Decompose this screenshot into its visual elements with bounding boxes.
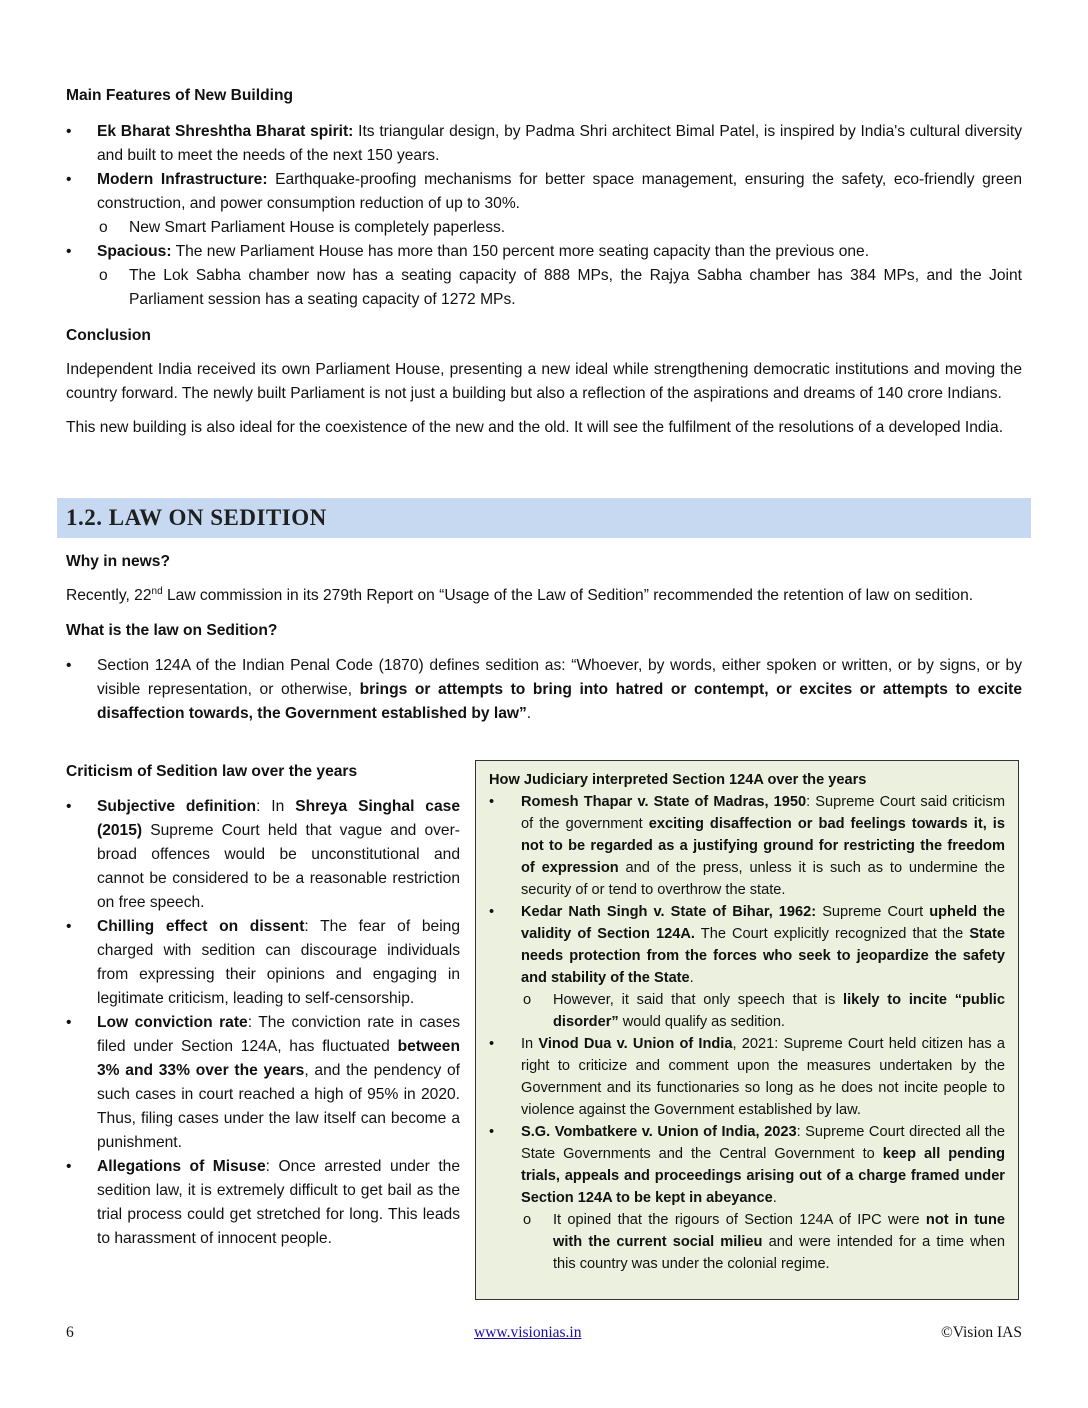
bold-text: State needs protection from the forces who seek to jeopardize the safety and stability of the State: [521, 926, 1005, 986]
bold-text: Modern Infrastructure:: [97, 171, 268, 188]
main-features-section: [66, 84, 1022, 312]
section-title: 1.2. LAW ON SEDITION: [66, 505, 327, 530]
judiciary-box-heading: How Judiciary interpreted Section 124A over the years: [489, 772, 867, 788]
judiciary-list: [489, 791, 1005, 1275]
text: and were intended for a time when this country was under the colonial regime.: [553, 1234, 1005, 1272]
criticism-section: [66, 760, 460, 1251]
bold-text: keep all pending trials, appeals and proceedings arising out of a charge framed under Section 124A to be kept in abeyance: [521, 1146, 1005, 1206]
text: Supreme Court: [816, 904, 930, 920]
text: The new Parliament House has more than 150 percent more seating capacity than the previous one.: [171, 243, 870, 260]
bold-text: brings or attempts to bring into hatred or contempt, or excites or attempts to excite disaffection towards, the Government established by law”: [97, 681, 1023, 722]
list-item: [489, 1121, 1005, 1209]
text: : Supreme Court said criticism of the government: [521, 794, 1005, 832]
list-item: [489, 1033, 1005, 1121]
bold-text: Allegations of Misuse: [97, 1158, 266, 1175]
bold-text: likely to incite “public disorder”: [553, 992, 1005, 1030]
bold-text: Ek Bharat Shreshtha Bharat spirit:: [97, 123, 354, 140]
list-item: [66, 1011, 460, 1155]
what-is-law-list: [66, 654, 1022, 726]
page-number: 6: [66, 1324, 74, 1341]
bold-text: Subjective definition: [97, 798, 257, 815]
text: : The conviction rate in cases filed under Section 124A, has fluctuated: [97, 1014, 460, 1055]
criticism-heading: Criticism of Sedition law over the years: [66, 763, 358, 780]
bold-text: S.G. Vombatkere v. Union of India, 2023: [521, 1124, 797, 1140]
text: : The fear of being charged with sedition can discourage individuals from expressing their opinions and engaging in legitimate criticism, leading to self-censorship.: [97, 918, 461, 1007]
text: and of the press, unless it is such as to undermine the security of or tend to overthrow the state.: [521, 860, 1005, 898]
text: , and the pendency of such cases in court reached a high of 95% in 2020. Thus, filing cases under the law itself can become a punishment.: [97, 1062, 460, 1151]
list-item: [66, 216, 1022, 240]
text: New Smart Parliament House is completely paperless.: [129, 219, 506, 236]
bold-text: Shreya Singhal case (2015): [97, 798, 460, 839]
list-item: [66, 795, 460, 915]
text: : Once arrested under the sedition law, it is extremely difficult to get bail as the trial process could get stretched for long. This leads to harassment of innocent people.: [97, 1158, 461, 1247]
page-footer: [66, 1324, 1022, 1342]
list-item: [489, 791, 1005, 901]
text: .: [526, 705, 532, 722]
features-list: [66, 120, 1022, 312]
list-item: [66, 168, 1022, 216]
bold-text: between 3% and 33% over the years: [97, 1038, 460, 1079]
text: Section 124A of the Indian Penal Code (1870) defines sedition as: “Whoever, by words, either spoken or written, or by signs, or by visible representation, or otherwise,: [97, 657, 1022, 698]
conclusion-paragraph-2: This new building is also ideal for the coexistence of the new and the old. It will see the fulfilment of the resolutions of a developed India.: [66, 419, 1004, 436]
text: .: [689, 970, 694, 986]
main-features-heading: Main Features of New Building: [66, 87, 293, 104]
list-item: [66, 240, 1022, 264]
text: However, it said that only speech that is: [553, 992, 844, 1008]
what-is-law-heading: What is the law on Sedition?: [66, 622, 278, 639]
list-item: [66, 120, 1022, 168]
text: Earthquake-proofing mechanisms for better space management, ensuring the safety, eco-friendly green construction, and power consumption reduction of up to 30%.: [97, 171, 1023, 212]
bold-text: Low conviction rate: [97, 1014, 248, 1031]
bold-text: Vinod Dua v. Union of India: [538, 1036, 733, 1052]
conclusion-section: [66, 324, 1022, 440]
why-in-news-paragraph: [66, 584, 1022, 608]
list-item: [66, 264, 1022, 312]
text: Recently, 22: [66, 587, 152, 604]
why-in-news-section: [66, 550, 1022, 726]
bold-text: not in tune with the current social milieu: [553, 1212, 1006, 1250]
superscript: nd: [151, 585, 163, 597]
text: The Court explicitly recognized that the: [694, 926, 970, 942]
text: .: [772, 1190, 777, 1206]
list-item: [66, 915, 460, 1011]
copyright: ©Vision IAS: [940, 1324, 1022, 1341]
bold-text: Romesh Thapar v. State of Madras, 1950: [521, 794, 807, 810]
text: The Lok Sabha chamber now has a seating capacity of 888 MPs, the Rajya Sabha chamber has 384 MPs, and the Joint Parliament session has a seating capacity of 1272 MPs.: [129, 267, 1022, 308]
section-title-band: [57, 498, 1031, 538]
list-item: [489, 989, 1005, 1033]
why-in-news-heading: Why in news?: [66, 553, 170, 570]
list-item: [489, 1209, 1005, 1275]
website-link[interactable]: www.visionias.in: [474, 1324, 582, 1341]
bold-text: upheld the validity of Section 124A.: [521, 904, 1005, 942]
list-item: [66, 1155, 460, 1251]
text: Its triangular design, by Padma Shri architect Bimal Patel, is inspired by India's cultural diversity and built to meet the needs of the next 150 years.: [97, 123, 1022, 164]
bold-text: exciting disaffection or bad feelings towards it, is not to be regarded as a justifying ground for restricting the freedom of expression: [521, 816, 1005, 876]
text: Supreme Court held that vague and over-broad offences would be unconstitutional and cannot be considered to be a reasonable restriction on free speech.: [97, 822, 460, 911]
text: , 2021: Supreme Court held citizen has a right to criticize and comment upon the measures undertaken by the Government and its functionaries so long as he does not incite people to violence against the Government established by law.: [521, 1036, 1005, 1118]
list-item: [66, 654, 1022, 726]
text: It opined that the rigours of Section 124A of IPC were: [553, 1212, 926, 1228]
bold-text: Spacious:: [97, 243, 172, 260]
criticism-list: [66, 795, 460, 1251]
bold-text: Kedar Nath Singh v. State of Bihar, 1962:: [521, 904, 817, 920]
text: In: [521, 1036, 539, 1052]
judiciary-box: [475, 760, 1019, 1300]
text: : Supreme Court directed all the State Governments and the Central Government to: [521, 1124, 1005, 1162]
text: : In: [256, 798, 296, 815]
text: would qualify as sedition.: [618, 1014, 785, 1030]
bold-text: Chilling effect on dissent: [97, 918, 305, 935]
list-item: [489, 901, 1005, 989]
conclusion-heading: Conclusion: [66, 327, 151, 344]
text: Law commission in its 279th Report on “Usage of the Law of Sedition” recommended the retention of law on sedition.: [162, 587, 974, 604]
conclusion-paragraph-1: Independent India received its own Parliament House, presenting a new ideal while strengthening democratic institutions and moving the country forward. The newly built Parliament is not just a building but also a reflection of the aspirations and dreams of 140 crore Indians.: [66, 361, 1022, 402]
